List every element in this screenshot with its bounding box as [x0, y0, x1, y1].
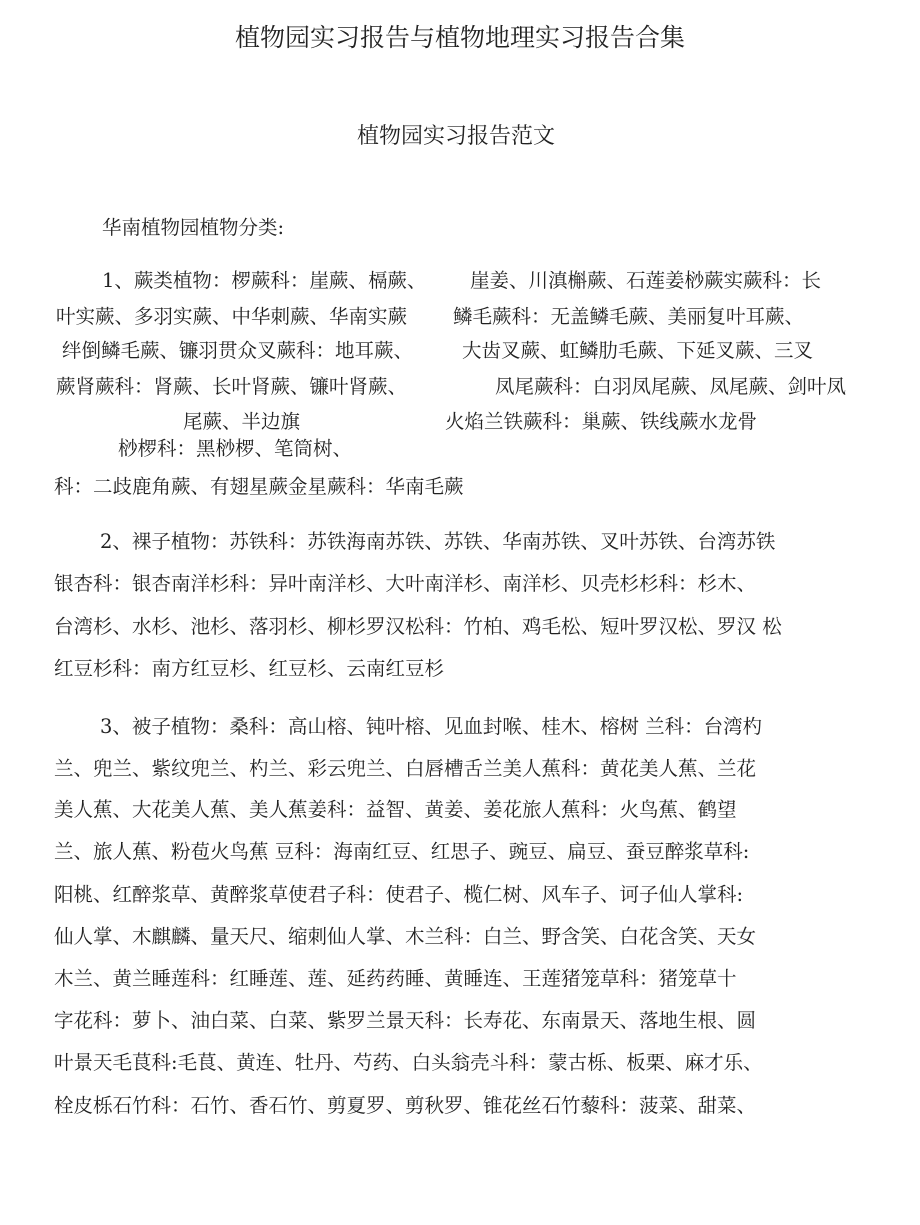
section-3-line: 叶景天毛茛科:毛茛、黄连、牡丹、芍药、白头翁壳斗科：蒙古栎、板栗、麻才乐、 — [54, 1051, 763, 1074]
intro-text: 华南植物园植物分类: — [102, 216, 285, 239]
section-3-line: 仙人掌、木麒麟、量天尺、缩刺仙人掌、木兰科：白兰、野含笑、白花含笑、天女 — [54, 925, 757, 948]
section-1-line: 大齿叉蕨、虹鳞肋毛蕨、下延叉蕨、三叉 — [462, 339, 814, 362]
document-title: 植物园实习报告与植物地理实习报告合集 — [234, 23, 685, 52]
section-1-line: 绊倒鳞毛蕨、镰羽贯众叉蕨科：地耳蕨、 — [62, 339, 414, 362]
section-1-line: 蕨肾蕨科：肾蕨、长叶肾蕨、镰叶肾蕨、 — [56, 375, 408, 398]
section-2-line: 红豆杉科：南方红豆杉、红豆杉、云南红豆杉 — [54, 657, 445, 680]
section-3-line: 3、被子植物：桑科：高山榕、钝叶榕、见血封喉、桂木、榕树 兰科：台湾杓 — [100, 715, 763, 738]
document-subtitle: 植物园实习报告范文 — [356, 124, 555, 149]
section-1-line: 1、蕨类植物：椤蕨科：崖蕨、槅蕨、 — [102, 269, 427, 292]
section-3-line: 木兰、黄兰睡莲科：红睡莲、莲、延药药睡、黄睡连、王莲猪笼草科：猪笼草十 — [54, 967, 737, 990]
section-3-line: 兰、旅人蕉、粉苞火鸟蕉 豆科：海南红豆、红思子、豌豆、扁豆、蚕豆醉浆草科: — [54, 840, 750, 863]
section-3-line: 栓皮栎石竹科：石竹、香石竹、剪夏罗、剪秋罗、锥花丝石竹藜科：菠菜、甜菜、 — [54, 1094, 757, 1117]
section-2-line: 银杏科：银杏南洋杉科：异叶南洋杉、大叶南洋杉、南洋杉、贝壳杉杉科：杉木、 — [54, 572, 757, 595]
section-3-line: 兰、兜兰、紫纹兜兰、杓兰、彩云兜兰、白唇槽舌兰美人蕉科：黄花美人蕉、兰花 — [54, 757, 757, 780]
section-1-line: 尾蕨、半边旗 — [183, 410, 301, 433]
section-3-line: 美人蕉、大花美人蕉、美人蕉姜科：益智、黄姜、姜花旅人蕉科：火鸟蕉、鹤望 — [54, 798, 737, 821]
section-1-line: 科：二歧鹿角蕨、有翅星蕨金星蕨科：华南毛蕨 — [54, 475, 464, 498]
section-3-line: 字花科：萝卜、油白菜、白菜、紫罗兰景天科：长寿花、东南景天、落地生根、圆 — [54, 1009, 757, 1032]
section-1-line: 桫椤科：黑桫椤、笔筒树、 — [118, 437, 353, 460]
section-1-line: 崖姜、川滇槲蕨、石莲姜桫蕨实蕨科：长 — [470, 269, 822, 292]
section-3-line: 阳桃、红醉浆草、黄醉浆草使君子科：使君子、榄仁树、风车子、诃子仙人掌科: — [54, 883, 744, 906]
section-2-line: 2、裸子植物：苏铁科：苏铁海南苏铁、苏铁、华南苏铁、叉叶苏铁、台湾苏铁 — [100, 530, 776, 553]
section-2-line: 台湾杉、水杉、池杉、落羽杉、柳杉罗汉松科：竹柏、鸡毛松、短叶罗汉松、罗汉 松 — [54, 615, 782, 638]
section-1-line: 凤尾蕨科：白羽凤尾蕨、凤尾蕨、剑叶凤 — [495, 375, 847, 398]
section-1-line: 火焰兰铁蕨科：巢蕨、铁线蕨水龙骨 — [445, 410, 758, 433]
section-1-line: 叶实蕨、多羽实蕨、中华刺蕨、华南实蕨 — [56, 305, 408, 328]
section-1-line: 鳞毛蕨科：无盖鳞毛蕨、美丽复叶耳蕨、 — [453, 305, 805, 328]
